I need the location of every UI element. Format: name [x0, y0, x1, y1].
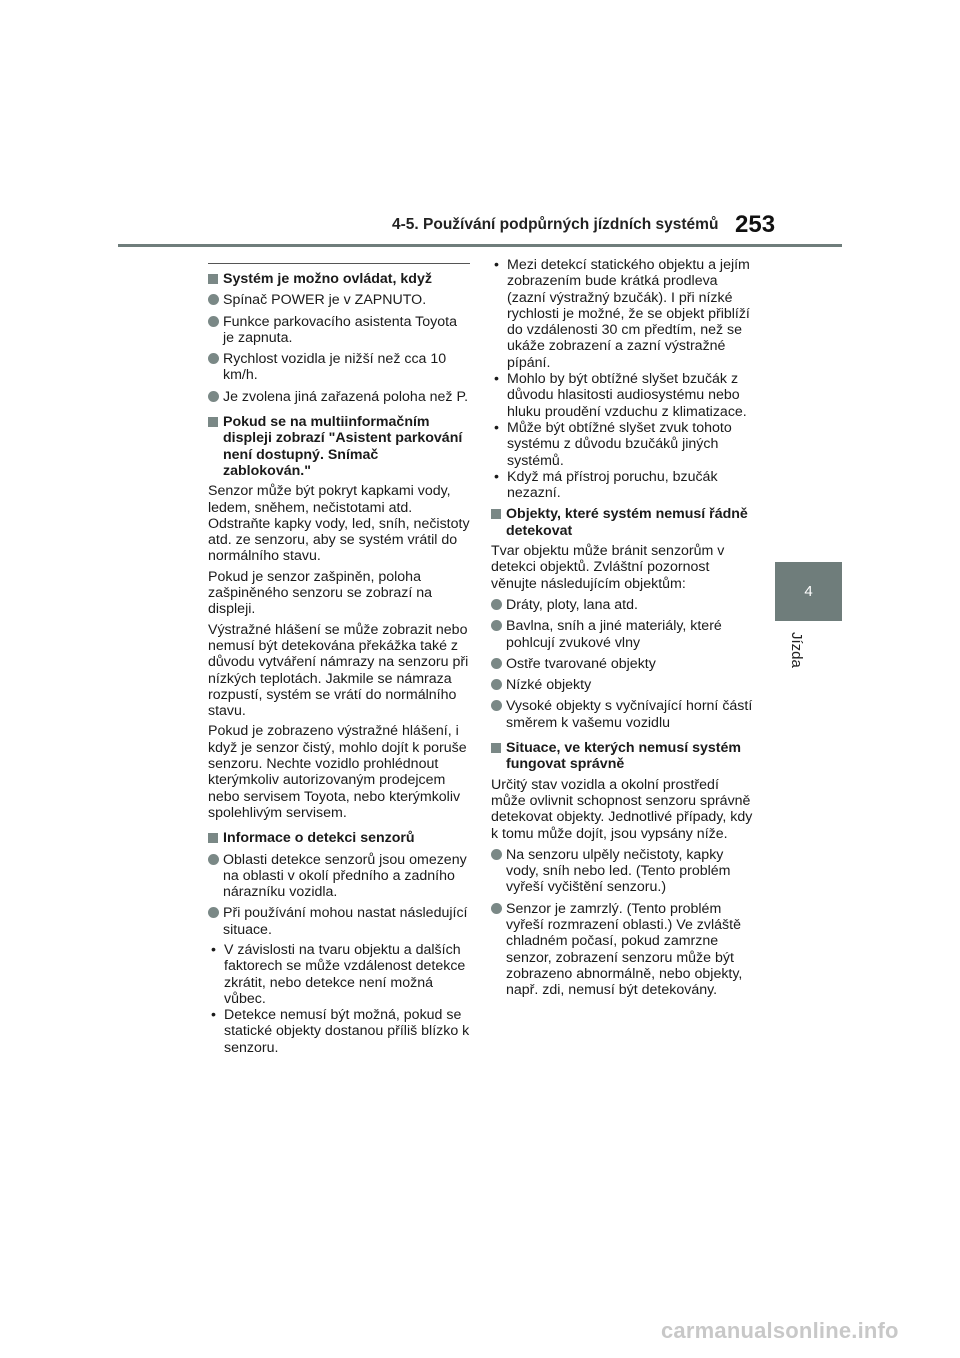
header-rule [118, 244, 842, 247]
bullet-item: Oblasti detekce senzorů jsou omezeny na oblasti v okolí předního a zadního nárazníku vozidla. [208, 852, 470, 901]
section-rule [208, 263, 470, 264]
watermark: carmanualsonline.info [661, 1318, 899, 1343]
sub-item: • Když má přístroj poruchu, bzučák nezazní. [491, 469, 753, 502]
heading: Situace, ve kterých nemusí systém fungovat správně [491, 740, 753, 773]
header-section-title: 4-5. Používání podpůrných jízdních systémů [392, 216, 719, 233]
sub-item: • Mezi detekcí statického objektu a jejím zobrazením bude krátká prodleva (zazní výstražný bzučák). I při nízké rychlosti je možné, že se objekt přiblíží do vzdálenosti 30 cm předtím, než se ukáže zobrazení a zazní výstražné pípání. [491, 257, 753, 371]
paragraph: Tvar objektu může bránit senzorům v detekci objektů. Zvláštní pozornost věnujte následujícím objektům: [491, 543, 725, 592]
heading: Objekty, které systém nemusí řádně detekovat [491, 506, 753, 539]
sub-item: • Mohlo by být obtížné slyšet bzučák z důvodu hlasitosti audiosystému nebo hluku proudění vzduchu z klimatizace. [491, 371, 753, 420]
sub-item: • V závislosti na tvaru objektu a dalších faktorech se může vzdálenost detekce zkrátit, nebo detekce není možná vůbec. [208, 942, 470, 1007]
paragraph: Pokud je senzor zašpiněn, poloha zašpiněného senzoru se zobrazí na displeji. [208, 568, 432, 618]
paragraph: Pokud je zobrazeno výstražné hlášení, i když je senzor čistý, mohlo dojít k poruše senzoru. Nechte vozidlo prohlédnout kterýmkoliv autorizovaným prodejcem nebo servisem Toyota, nebo kterýmkoliv spolehlivým servisem. [208, 723, 467, 821]
chapter-tab: 4 [775, 562, 842, 621]
bullet-item: Funkce parkovacího asistenta Toyota je zapnuta. [208, 314, 470, 347]
heading: Systém je možno ovládat, když [208, 271, 470, 287]
bullet-item: Bavlna, sníh a jiné materiály, které pohlcují zvukové vlny [491, 618, 753, 651]
sub-item: • Detekce nemusí být možná, pokud se statické objekty dostanou příliš blízko k senzoru. [208, 1007, 470, 1056]
bullet-item: Ostře tvarované objekty [491, 656, 753, 672]
paragraph: Výstražné hlášení se může zobrazit nebo nemusí být detekována překážka také z důvodu vytváření námrazy na senzoru při nízkých teplotách. Jakmile se námraza rozpustí, systém se vrátí do normálního stavu. [208, 621, 469, 720]
bullet-item: Je zvolena jiná zařazená poloha než P. [208, 389, 470, 405]
sub-item: • Může být obtížné slyšet zvuk tohoto systému z důvodu bzučáků jiných systémů. [491, 420, 753, 469]
bullet-item: Senzor je zamrzlý. (Tento problém vyřeší rozmrazení oblasti.) Ve zvláště chladném počasí, pokud zamrzne senzor, zobrazení senzoru může být zobrazeno abnormálně, nebo objekty, např. zdi, nemusí být detekovány. [491, 901, 753, 999]
bullet-item: Spínač POWER je v ZAPNUTO. [208, 292, 470, 308]
paragraph: Určitý stav vozidla a okolní prostředí může ovlivnit schopnost senzoru správně detekovat objekty. Jednotlivé případy, kdy k tomu může dojít, jsou vypsány níže. [491, 776, 753, 842]
bullet-item: Na senzoru ulpěly nečistoty, kapky vody, sníh nebo led. (Tento problém vyřeší vyčištění senzoru.) [491, 847, 753, 896]
bullet-item: Při používání mohou nastat následující situace. [208, 905, 470, 938]
heading: Pokud se na multiinformačním displeji zobrazí "Asistent parkování není dostupný. Snímač zablokován." [208, 414, 470, 479]
bullet-item: Rychlost vozidla je nižší než cca 10 km/h. [208, 351, 470, 384]
paragraph: Senzor může být pokryt kapkami vody, ledem, sněhem, nečistotami atd. Odstraňte kapky vody, led, sníh, nečistoty atd. ze senzoru, aby se systém vrátil do normálního stavu. [208, 483, 470, 565]
page-number: 253 [735, 211, 776, 238]
bullet-item: Dráty, ploty, lana atd. [491, 597, 753, 613]
bullet-item: Vysoké objekty s vyčnívající horní částí směrem k vašemu vozidlu [491, 698, 753, 731]
left-column [208, 256, 470, 1056]
chapter-name: Jízda [788, 632, 805, 668]
heading: Informace o detekci senzorů [208, 830, 470, 846]
bullet-item: Nízké objekty [491, 677, 753, 693]
right-column [491, 257, 753, 1002]
